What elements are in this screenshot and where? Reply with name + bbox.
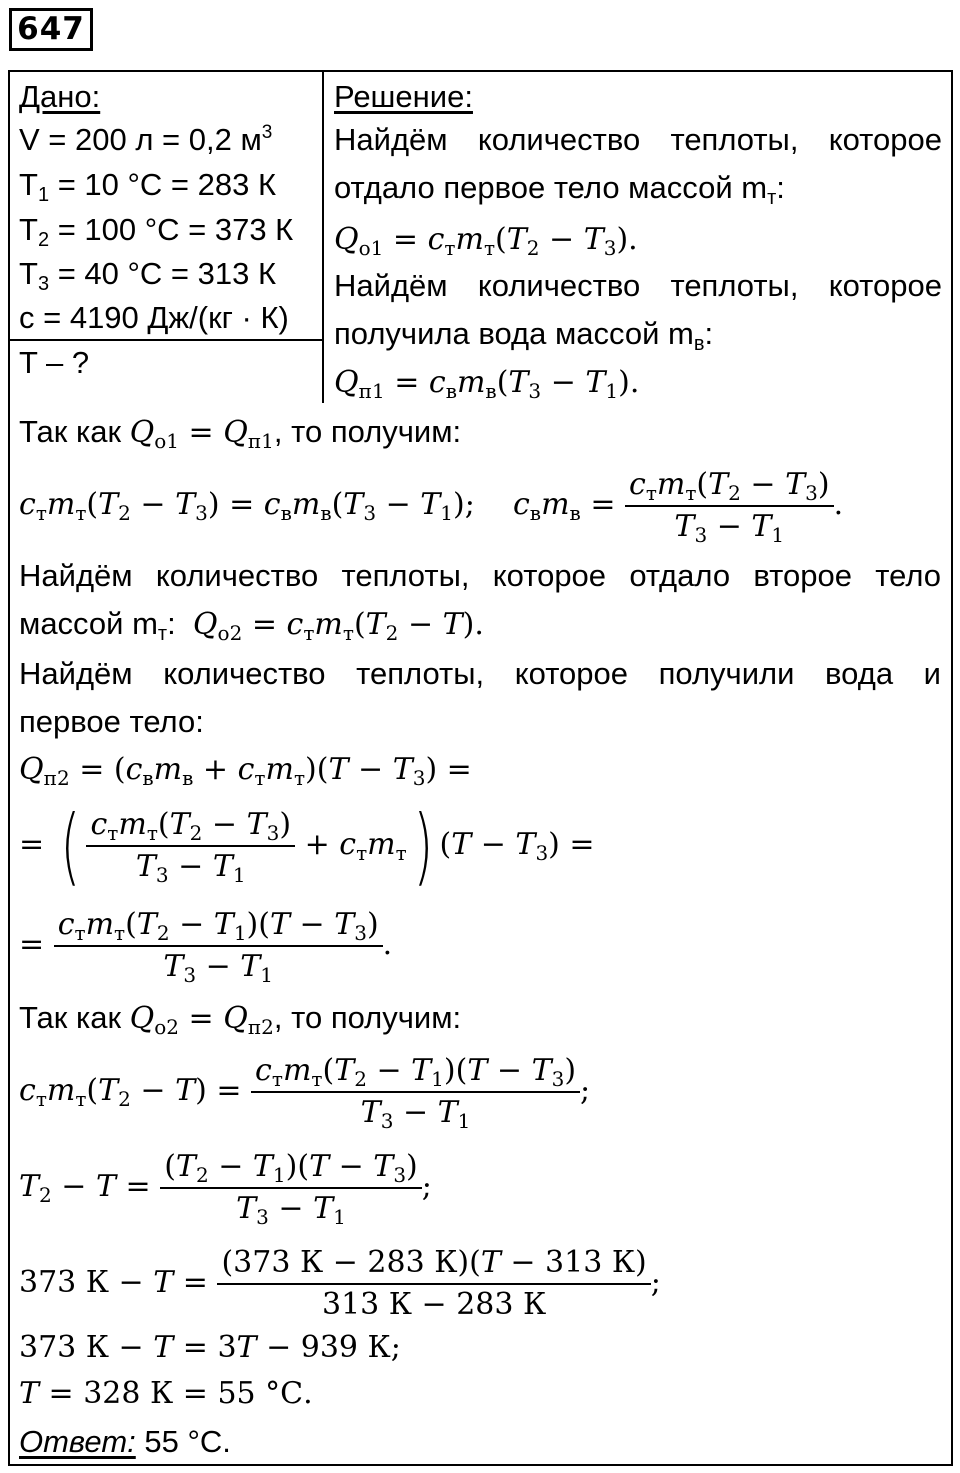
formula-step-2: 𝑇 = 328 К = 55 °С. xyxy=(19,1376,313,1411)
problem-number: 647 xyxy=(9,8,93,51)
given-t1: $T_1 = 10$ °С = 283 К xyxy=(19,167,277,206)
given-find: T – ? xyxy=(19,345,90,380)
numeric-numerator: (373 К − 283 К)(𝑇 − 313 К) xyxy=(217,1243,650,1285)
given-heat-capacity: c = 4190 Дж/(кг · К) xyxy=(19,300,289,335)
solution-p2-line2: получила вода массой $m_в$: xyxy=(334,316,714,355)
formula-qp2-result: = $\frac{c_тm_т(T_2 - T_1)(T - T_3)}{T_3 - T_1}$ . xyxy=(19,907,393,987)
formula-qp2: $Q_{п2} = (c_вm_в + c_тm_т)(T - T_3)$ = xyxy=(19,752,472,790)
given-divider-vertical xyxy=(322,70,324,403)
solution-p2-line1: Найдём количество теплоты, которое xyxy=(334,268,942,303)
given-divider-horizontal xyxy=(8,339,324,341)
solution-header: Решение: xyxy=(334,79,473,114)
formula-qp1: $Q_{п1} = c_вm_в(T_3 - T_1)$. xyxy=(334,365,640,403)
formula-qo1: $Q_{о1} = c_тm_т(T_2 - T_3)$. xyxy=(334,222,638,260)
solution-p1-line1: Найдём количество теплоты, которое xyxy=(334,122,942,157)
given-t3: $T_3 = 40$ °С = 313 К xyxy=(19,256,277,295)
formula-step-1: 373 К − 𝑇 = 3𝑇 − 939 К; xyxy=(19,1330,401,1365)
since-line-1: Так как $Q_{о1} = Q_{п1}$, то получим: xyxy=(19,414,462,453)
given-header: Дано: xyxy=(19,79,101,114)
given-volume: V = 200 л = 0,2 $м^3$ xyxy=(19,122,273,157)
formula-qp2-expanded: = ( $\frac{c_тm_т(T_2 - T_3)}{T_3 - T_1}$ + $c_тm_т$) $(T - T_3)$ = xyxy=(19,797,595,895)
formula-balance-2: $c_тm_т(T_2 - T)$ = $\frac{c_тm_т(T_2 - T_1)(T - T_3)}{T_3 - T_1}$ ; xyxy=(19,1053,591,1133)
solution-p4-line2: первое тело: xyxy=(19,704,204,739)
formula-numeric: 373 К − T = $\frac{\text{(373 К − 283 К)(𝑇 − 313 К)}}{313 К - 283 К}$ ; xyxy=(19,1236,661,1330)
solution-p4-line1: Найдём количество теплоты, которое получили вода и xyxy=(19,656,941,691)
given-t2: $T_2 = 100$ °С = 373 К xyxy=(19,212,294,251)
answer: Ответ: 55 °С. xyxy=(19,1424,231,1459)
solution-p3-line1: Найдём количество теплоты, которое отдало второе тело xyxy=(19,558,941,593)
solution-p1-line2: отдало первое тело массой $m_т$: xyxy=(334,170,785,209)
numeric-denominator: 313 К − 283 К xyxy=(321,1287,547,1322)
solution-p3-line2: массой $m_т$: $Q_{о2} = c_тm_т(T_2 - T)$. xyxy=(19,606,484,645)
formula-simplified: $T_2 - T$ = $\frac{(T_2 - T_1)(T - T_3)}{T_3 - T_1}$ ; xyxy=(19,1149,432,1229)
since-line-2: Так как $Q_{о2} = Q_{п2}$, то получим: xyxy=(19,1000,462,1039)
formula-balance-1: $c_тm_т(T_2 - T_3) = c_вm_в(T_3 - T_1)$; $c_вm_в$ = $\frac{c_тm_т(T_2 - T_3)}{T_3 - T_1}$ . xyxy=(19,467,844,547)
